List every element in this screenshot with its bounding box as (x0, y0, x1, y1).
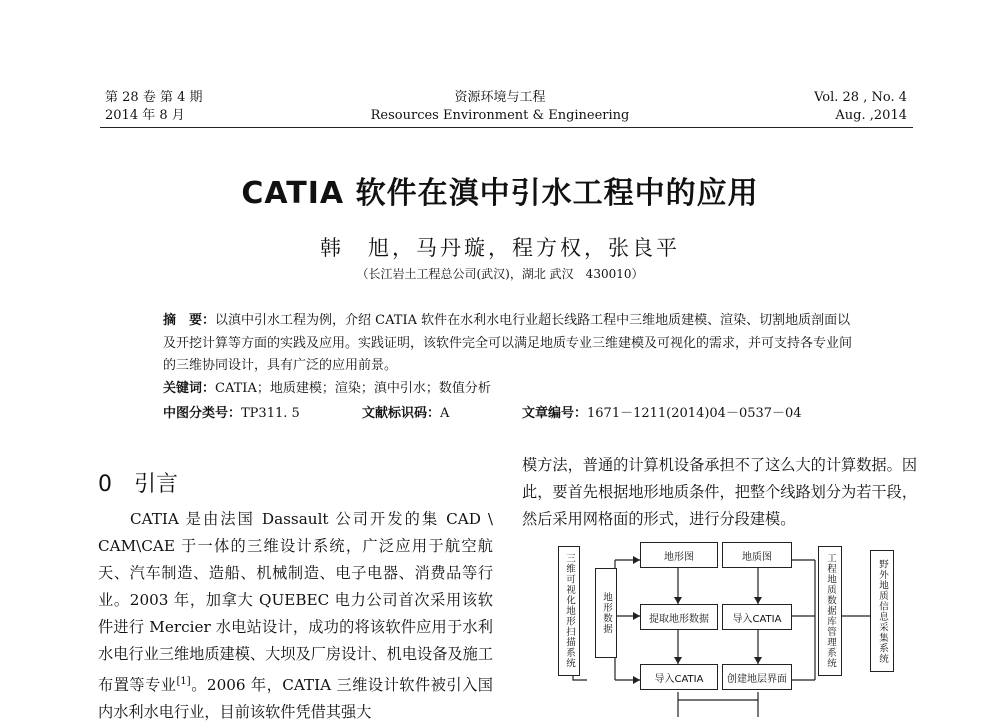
article-no-label: 文章编号： (522, 406, 588, 421)
flow-import-catia-2: 导入CATIA (722, 604, 792, 630)
volume-issue-en: Vol. 28 , No. 4 (814, 90, 907, 105)
date-en: Aug. ,2014 (835, 108, 907, 123)
clc-label: 中图分类号： (163, 406, 242, 421)
document-code (362, 402, 449, 421)
abstract-label: 摘 要： (163, 313, 216, 328)
flow-extract-terrain: 提取地形数据 (640, 604, 718, 630)
flow-import-catia-1: 导入CATIA (640, 664, 718, 690)
paragraph-text-b: 。2006 年，CATIA 三维设计软件被引入国内水利水电行业，目前该软件凭借其强大 (98, 676, 493, 722)
clc-value: TP311. 5 (241, 406, 300, 421)
workflow-figure (540, 540, 910, 717)
abstract-text: 以滇中引水工程为例，介绍 CATIA 软件在水利水电行业超长线路工程中三维地质建模、渲染、切割地质剖面以及开挖计算等方面的实践及应用。实践证明，该软件完全可以满足地质专业三维建模及可视化的需求，并可支持各专业间的三维协同设计，具有广泛的应用前景。 (163, 313, 853, 373)
article-number (522, 402, 802, 421)
flow-terrain-data: 地形数据 (595, 568, 617, 658)
keywords-text: CATIA；地质建模；渲染；滇中引水；数值分析 (215, 380, 491, 396)
citation-ref: [1] (176, 676, 191, 687)
article-no-value: 1671－1211(2014)04－0537－04 (587, 406, 802, 421)
doc-code-value: A (440, 406, 450, 421)
section-title: 引言 (134, 472, 179, 497)
flow-field-collection: 野外地质信息采集系统 (870, 550, 894, 672)
journal-name-en: Resources Environment & Engineering (370, 108, 630, 123)
section-heading (98, 467, 178, 498)
flow-scanner-system: 三维可视化地形扫描系统 (558, 546, 580, 676)
section-number: 0 (98, 472, 112, 497)
clc-number (163, 402, 300, 421)
flow-geo-database: 工程地质数据库管理系统 (818, 546, 842, 676)
abstract (163, 310, 853, 400)
body-left-column (98, 506, 493, 726)
paragraph-intro (98, 506, 493, 726)
paragraph-text-a: CATIA 是由法国 Dassault 公司开发的集 CAD \ CAM\CAE 于一体的三维设计系统，广泛应用于航空航天、汽车制造、造船、机械制造、电子电器、消费品等行业。2003 年，加拿大 QUEBEC 电力公司首次采用该软件进行 Mercier 水电站设计，成功的将该软件应用于水利水电行业三维地质建模、大坝及厂房设计、机电设备及施工布置等专业 (98, 510, 493, 695)
article-title: CATIA 软件在滇中引水工程中的应用 (241, 176, 759, 211)
body-right-column (522, 452, 917, 533)
volume-issue-cn: 第 28 卷 第 4 期 (105, 90, 203, 105)
date-cn: 2014 年 8 月 (105, 108, 185, 123)
flow-terrain-map: 地形图 (640, 542, 718, 568)
header-rule (100, 127, 913, 128)
keywords-label: 关键词： (163, 380, 216, 396)
flow-create-strata: 创建地层界面 (722, 664, 792, 690)
journal-name-cn: 资源环境与工程 (454, 90, 546, 105)
flow-geo-map: 地质图 (722, 542, 792, 568)
paragraph-continued: 模方法，普通的计算机设备承担不了这么大的计算数据。因此，要首先根据地形地质条件，把整个线路划分为若干段，然后采用网格面的形式，进行分段建模。 (522, 456, 917, 528)
keywords (163, 378, 853, 401)
article-authors: 韩 旭，马丹璇，程方权，张良平 (320, 236, 680, 260)
doc-code-label: 文献标识码： (362, 406, 441, 421)
article-affiliation: （长江岩土工程总公司(武汉)，湖北 武汉 430010） (356, 267, 644, 281)
